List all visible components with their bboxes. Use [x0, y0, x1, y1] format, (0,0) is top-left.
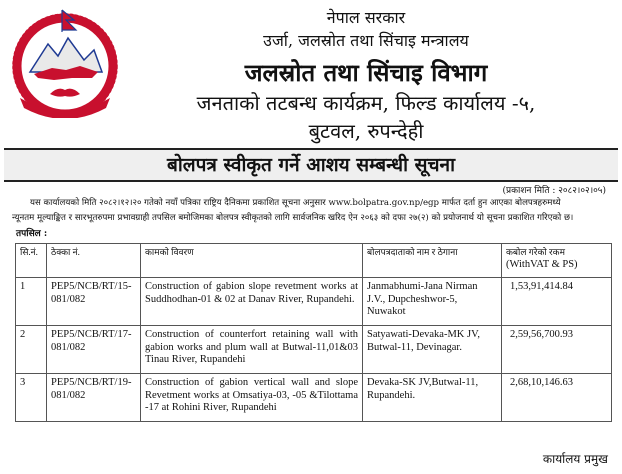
office-name: जनताको तटबन्ध कार्यक्रम, फिल्ड कार्यालय -५, — [196, 91, 536, 115]
cell-contract: PEP5/NCB/RT/19-081/082 — [47, 374, 141, 422]
cell-description: Construction of gabion vertical wall and slope Revetment works at Omsatiya-03, -05 &Tilottama -17 at Rohini River, Rupandehi — [141, 374, 363, 422]
cell-amount: 1,53,91,414.84 — [502, 278, 612, 326]
col-header-bidder: बोलपत्रदाताको नाम र ठेगाना — [363, 244, 502, 278]
col-header-description: कामको विवरण — [141, 244, 363, 278]
cell-bidder: Janmabhumi-Jana Nirman J.V., Dupcheshwor-5, Nuwakot — [363, 278, 502, 326]
col-header-contract: ठेक्का नं. — [47, 244, 141, 278]
table-header-row — [16, 244, 612, 278]
cell-amount: 2,59,56,700.93 — [502, 326, 612, 374]
cell-bidder: Devaka-SK JV,Butwal-11, Rupandehi. — [363, 374, 502, 422]
table-row — [16, 278, 612, 326]
table-row — [16, 374, 612, 422]
cell-description: Construction of counterfort retaining wall with gabion works and plum wall at Butwal-11,01&03 Tinau River, Rupandehi — [141, 326, 363, 374]
notice-title: बोलपत्र स्वीकृत गर्ने आशय सम्बन्धी सूचना — [4, 148, 618, 182]
col-header-amount-sub: (WithVAT & PS) — [506, 258, 578, 270]
nepal-emblem-icon — [6, 6, 124, 118]
cell-description: Construction of gabion slope revetment works at Suddhodhan-01 & 02 at Danav River, Rupandehi. — [141, 278, 363, 326]
publication-date: (प्रकाशन मिति : २०८२।०२।०५) — [502, 186, 606, 196]
notice-body — [12, 196, 612, 226]
col-header-amount — [502, 244, 612, 278]
govt-name: नेपाल सरकार — [326, 8, 406, 27]
office-location: बुटवल, रुपन्देही — [308, 119, 424, 143]
table-row — [16, 326, 612, 374]
ministry-name: उर्जा, जलस्रोत तथा सिंचाइ मन्त्रालय — [263, 31, 469, 50]
cell-sn: 2 — [16, 326, 47, 374]
cell-sn: 1 — [16, 278, 47, 326]
notice-line-2: न्यूनतम मूल्याङ्कित र सारभूतरुपमा प्रभावग्राही तपसिल बमोजिमका बोलपत्र स्वीकृतको लागि सार्वजनिक खरिद ऐन २०६३ को दफा २७(२) को प्रयोजनार्थ यो सूचना प्रकाशित गरिएको छ। — [12, 213, 574, 223]
cell-contract: PEP5/NCB/RT/17-081/082 — [47, 326, 141, 374]
notice-line-1: यस कार्यालयको मिति २०८२।१२।२० गतेको नयाँ पत्रिका राष्ट्रिय दैनिकमा प्रकाशित सूचना अनुसार www.bolpatra.gov.np/egp मार्फत दर्ता हुन आएका बोलपत्रहरुमध्ये — [30, 198, 561, 208]
department-name: जलस्रोत तथा सिंचाइ विभाग — [244, 58, 488, 87]
schedule-label: तपसिल : — [16, 229, 48, 239]
col-header-sn: सि.नं. — [16, 244, 47, 278]
office-chief-signature-label: कार्यालय प्रमुख — [542, 452, 608, 466]
contracts-table — [15, 243, 612, 422]
cell-bidder: Satyawati-Devaka-MK JV, Butwal-11, Devinagar. — [363, 326, 502, 374]
cell-sn: 3 — [16, 374, 47, 422]
cell-contract: PEP5/NCB/RT/15-081/082 — [47, 278, 141, 326]
cell-amount: 2,68,10,146.63 — [502, 374, 612, 422]
col-header-amount-label: कबोल गरेको रकम — [506, 247, 565, 257]
